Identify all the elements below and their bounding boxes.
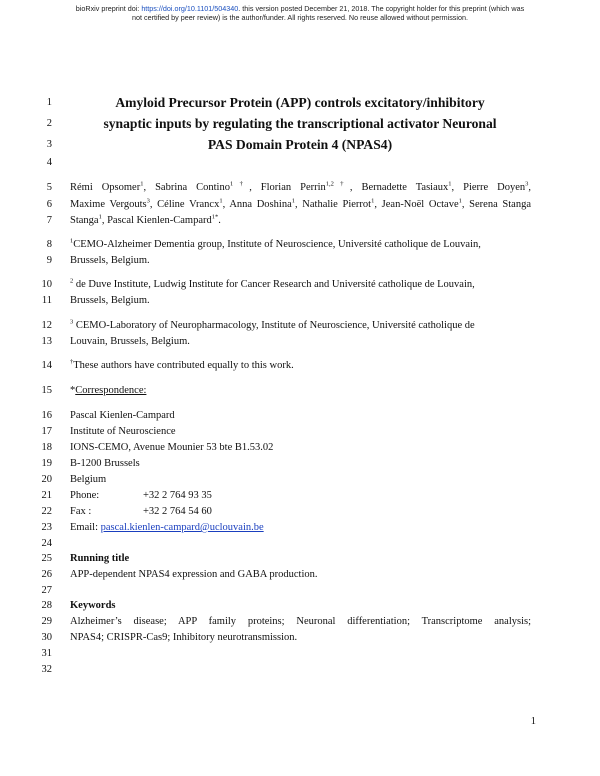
banner-prefix: bioRxiv preprint doi: (75, 4, 142, 13)
keywords-line: NPAS4; CRISPR-Cas9; Inhibitory neurotransmission. (70, 632, 298, 643)
affiliation-2: $^2$ de Duve Institute, Ludwig Institute for Cancer Research and Université catholique de Louvain, (70, 277, 475, 290)
line-number: 9 (46, 255, 52, 266)
author: Florian Perrin$^{1,2\dagger}$, (260, 180, 353, 193)
title-line: Amyloid Precursor Protein (APP) controls excitatory/inhibitory (115, 95, 485, 110)
keywords-line: Alzheimer’s disease; APP family proteins; Neuronal differentiation; Transcriptome analysis; (70, 616, 531, 627)
line-number: 29 (41, 616, 52, 627)
line-number: 23 (41, 522, 52, 533)
line-number: 30 (41, 632, 52, 643)
line-number: 10 (41, 279, 52, 290)
author-line (70, 199, 531, 211)
line-number: 7 (46, 215, 52, 226)
correspondence-name: Pascal Kienlen-Campard (70, 410, 175, 421)
line-number: 8 (46, 239, 52, 250)
title-line: PAS Domain Protein 4 (NPAS4) (207, 137, 393, 152)
line-number: 28 (41, 600, 52, 611)
line-number: 24 (41, 538, 52, 549)
line-number: 22 (41, 506, 52, 517)
correspondence-address: IONS-CEMO, Avenue Mounier 53 bte B1.53.02 (70, 442, 274, 453)
banner-doi-link[interactable]: https://doi.org/10.1101/504340 (141, 4, 239, 13)
title-line: synaptic inputs by regulating the transcriptional activator Neuronal (103, 116, 497, 131)
line-number: 1 (46, 97, 52, 108)
author: Pascal Kienlen-Campard$^{1*}$. (107, 213, 221, 226)
correspondence-institute: Institute of Neuroscience (70, 426, 176, 437)
author: Maxime Vergouts$^3$, (70, 197, 153, 210)
affiliation-3: $^3$ CEMO-Laboratory of Neuropharmacology, Institute of Neuroscience, Université catholique de (70, 318, 475, 331)
author-line (70, 182, 531, 194)
affiliation-2-cont: Brussels, Belgium. (70, 295, 150, 306)
line-number: 5 (46, 182, 52, 193)
affiliation-1: $^1$CEMO-Alzheimer Dementia group, Institute of Neuroscience, Université catholique de Louvain, (70, 237, 481, 250)
line-number: 21 (41, 490, 52, 501)
line-number: 3 (46, 139, 52, 150)
line-number: 26 (41, 569, 52, 580)
correspondence-fax: Fax : +32 2 764 54 60 (70, 506, 212, 517)
banner-notice: . this version posted December 21, 2018. The copyright holder for this preprint (which was (238, 4, 525, 13)
affiliation-1-cont: Brussels, Belgium. (70, 255, 150, 266)
line-number: 32 (41, 664, 52, 675)
line-number: 17 (41, 426, 52, 437)
preprint-banner (40, 4, 560, 22)
line-number: 25 (41, 553, 52, 564)
line-number: 18 (41, 442, 52, 453)
email-link[interactable]: pascal.kienlen-campard@uclouvain.be (100, 522, 264, 533)
author: Sabrina Contino$^{1\dagger}$, (155, 180, 252, 193)
correspondence-email: Email: pascal.kienlen-campard@uclouvain.be (70, 522, 264, 533)
banner-notice-line2: not certified by peer review) is the author/funder. All rights reserved. No reuse allowed without permission. (132, 13, 468, 22)
correspondence-city: B-1200 Brussels (70, 458, 140, 469)
author: Pierre Doyen$^3$, (463, 180, 532, 193)
line-number: 13 (41, 336, 52, 347)
author: Serena Stanga (469, 199, 531, 210)
line-number: 4 (46, 157, 52, 168)
correspondence-heading: *Correspondence: (70, 385, 147, 396)
line-number: 31 (41, 648, 52, 659)
line-number: 27 (41, 585, 52, 596)
author: Nathalie Pierrot$^1$, (302, 197, 377, 210)
line-number: 2 (46, 118, 52, 129)
line-number: 14 (41, 360, 52, 371)
page-number: 1 (530, 716, 536, 727)
line-number: 20 (41, 474, 52, 485)
affiliation-3-cont: Louvain, Brussels, Belgium. (70, 336, 190, 347)
author-continued: Stanga$^1$, (70, 213, 108, 226)
author-line (70, 215, 531, 227)
correspondence-country: Belgium (70, 474, 107, 485)
running-title-text: APP-dependent NPAS4 expression and GABA production. (70, 569, 318, 580)
author: Rémi Opsomer$^1$, (70, 180, 147, 193)
correspondence-phone: Phone: +32 2 764 93 35 (70, 490, 212, 501)
line-number: 11 (41, 295, 52, 306)
line-number: 16 (41, 410, 52, 421)
author: Bernadette Tasiaux$^1$, (361, 180, 455, 193)
line-number: 19 (41, 458, 52, 469)
running-title-heading: Running title (70, 553, 130, 564)
author: Anna Doshina$^1$, (229, 197, 298, 210)
keywords-heading: Keywords (70, 600, 116, 611)
author: Céline Vrancx$^1$, (157, 197, 226, 210)
line-number: 12 (41, 320, 52, 331)
line-number: 6 (46, 199, 52, 210)
equal-contribution-note: †These authors have contributed equally to this work. (70, 358, 294, 371)
line-number: 15 (41, 385, 52, 396)
author: Jean-Noël Octave$^1$, (381, 197, 465, 210)
